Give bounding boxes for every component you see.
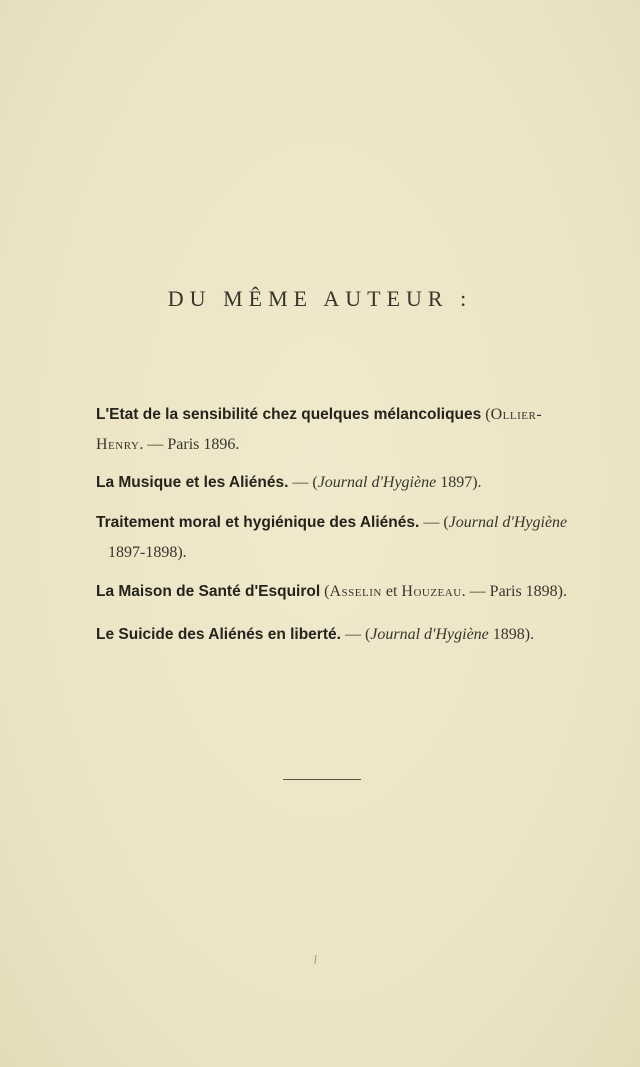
entry-journal: Journal d'Hygiène	[448, 514, 568, 531]
entry-open-paren: (	[320, 583, 330, 600]
entry-separator: — (	[288, 474, 318, 491]
entry-journal: Journal d'Hygiène	[317, 474, 437, 491]
section-heading: DU MÊME AUTEUR :	[167, 286, 473, 311]
entry-publisher-cont: Henry	[96, 436, 140, 453]
bibliography-entry	[96, 468, 606, 498]
entry-year: 1898).	[488, 626, 535, 643]
entry-separator: — (	[340, 626, 371, 643]
entry-open-paren: (	[481, 406, 491, 423]
entry-title: La Maison de Santé d'Esquirol	[96, 583, 321, 600]
entry-separator: — (	[419, 514, 449, 531]
entry-title: Traitement moral et hygiénique des Aliénés.	[96, 514, 420, 531]
bibliography-entry	[96, 508, 606, 568]
paper-speck	[314, 955, 316, 964]
entry-conjunction: et	[381, 583, 402, 600]
entry-year: 1897).	[436, 474, 482, 491]
entry-title: Le Suicide des Aliénés en liberté.	[96, 626, 341, 643]
entry-journal: Journal d'Hygiène	[370, 626, 489, 643]
entry-publisher-2: Houzeau	[401, 583, 462, 600]
bibliography-entry	[96, 400, 606, 460]
horizontal-rule	[283, 779, 361, 780]
entry-publisher: Ollier-	[490, 406, 543, 423]
entry-title: L'Etat de la sensibilité chez quelques mélancoliques	[96, 406, 482, 423]
entry-place-year: . — Paris 1898).	[461, 583, 567, 600]
entry-publisher: Asselin	[329, 583, 382, 600]
bibliography-entry	[96, 577, 606, 607]
entry-year: 1897-1898).	[108, 544, 187, 561]
entry-title: La Musique et les Aliénés.	[96, 474, 289, 491]
bibliography-entry	[96, 620, 606, 650]
entry-place-year: . — Paris 1896.	[139, 436, 240, 453]
